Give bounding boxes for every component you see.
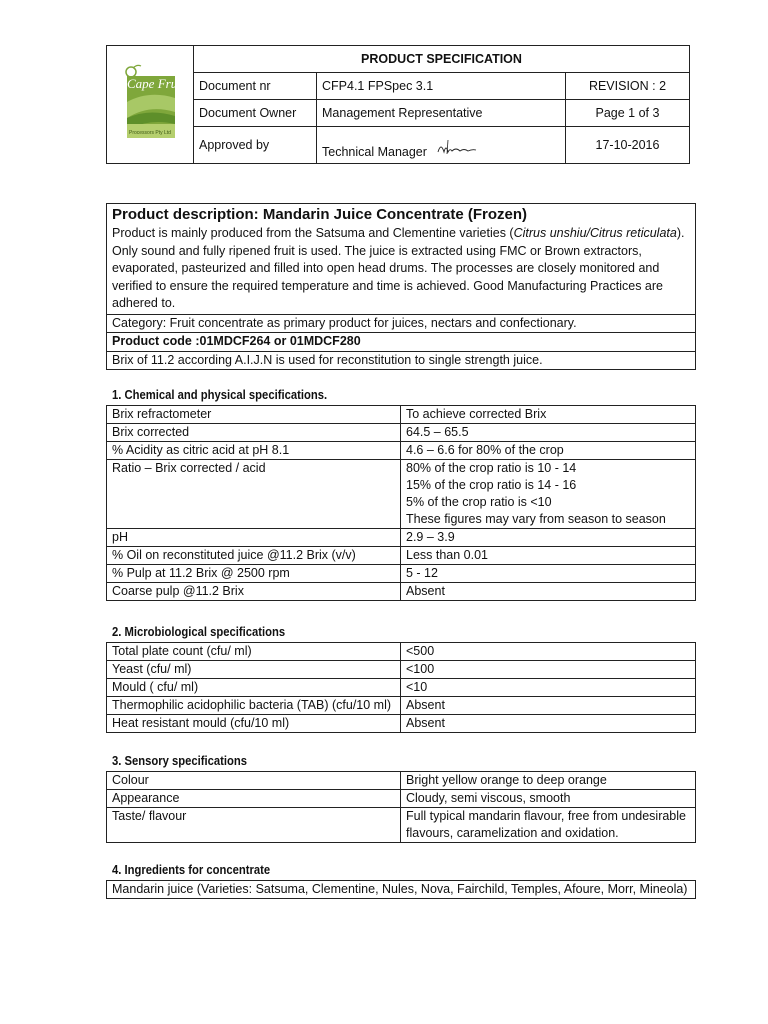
sensory-row: [107, 772, 696, 790]
spec-value: Bright yellow orange to deep orange: [401, 772, 696, 790]
section-heading-micro: 2. Microbiological specifications: [112, 625, 286, 639]
micro-row: [107, 643, 696, 661]
micro-row: [107, 715, 696, 733]
spec-value: Cloudy, semi viscous, smooth: [401, 790, 696, 808]
doc-nr-value: CFP4.1 FPSpec 3.1: [317, 73, 566, 100]
doc-nr-label: Document nr: [194, 73, 317, 100]
micro-row: [107, 697, 696, 715]
spec-parameter: % Pulp at 11.2 Brix @ 2500 rpm: [107, 565, 401, 583]
chemical-row: [107, 406, 696, 424]
svg-text:Cape Fruit: Cape Fruit: [127, 76, 181, 91]
chemical-spec-table: [106, 405, 696, 601]
approver-title: Technical Manager: [322, 145, 427, 159]
spec-parameter: Mould ( cfu/ ml): [107, 679, 401, 697]
spec-parameter: Appearance: [107, 790, 401, 808]
micro-spec-table: [106, 642, 696, 733]
svg-text:Processors Pty Ltd: Processors Pty Ltd: [129, 130, 171, 136]
spec-value: Absent: [401, 697, 696, 715]
chemical-row: [107, 424, 696, 442]
ingredients-text: Mandarin juice (Varieties: Satsuma, Clementine, Nules, Nova, Fairchild, Temples, Afoure, Morr, Mineola): [107, 881, 696, 899]
spec-value: 5 - 12: [401, 565, 696, 583]
product-code: Product code :01MDCF264 or 01MDCF280: [107, 333, 696, 352]
chemical-row: [107, 565, 696, 583]
approved-value: [317, 127, 566, 164]
owner-label: Document Owner: [194, 100, 317, 127]
page-number: Page 1 of 3: [566, 100, 690, 127]
chemical-row: [107, 442, 696, 460]
spec-parameter: Colour: [107, 772, 401, 790]
spec-value: Less than 0.01: [401, 547, 696, 565]
product-title: Product description: Mandarin Juice Concentrate (Frozen): [112, 206, 528, 223]
spec-parameter: Ratio – Brix corrected / acid: [107, 460, 401, 529]
spec-value: 2.9 – 3.9: [401, 529, 696, 547]
latin-name: Citrus unshiu/Citrus reticulata: [513, 226, 677, 240]
revision: REVISION : 2: [566, 73, 690, 100]
description-paragraph: Product is mainly produced from the Satsuma and Clementine varieties (Citrus unshiu/Citrus reticulata). Only sound and fully ripened fruit is used. The juice is extracted using FMC or Brown extractors, evaporated, pasteurized and filled into open head drums. The processes are closely monitored and verified to ensure the required temperature and time is achieved. Good Manufacturing Practices are adhered to.: [112, 226, 685, 310]
sensory-spec-table: [106, 771, 696, 843]
logo-cell: [107, 46, 194, 164]
ingredients-table: [106, 880, 696, 899]
micro-row: [107, 679, 696, 697]
sensory-row: [107, 808, 696, 843]
spec-parameter: Heat resistant mould (cfu/10 ml): [107, 715, 401, 733]
spec-parameter: % Oil on reconstituted juice @11.2 Brix (v/v): [107, 547, 401, 565]
header-row-document-nr: [107, 73, 690, 100]
spec-value: Absent: [401, 715, 696, 733]
product-description-block: [106, 203, 696, 370]
approved-label: Approved by: [194, 127, 317, 164]
section-heading-chemical: 1. Chemical and physical specifications.: [112, 388, 328, 402]
sensory-row: [107, 790, 696, 808]
category-text: Category: Fruit concentrate as primary product for juices, nectars and confectionary.: [107, 314, 696, 333]
brix-note: Brix of 11.2 according A.I.J.N is used for reconstitution to single strength juice.: [107, 351, 696, 370]
spec-value: 4.6 – 6.6 for 80% of the crop: [401, 442, 696, 460]
header-row-owner: [107, 100, 690, 127]
document-header: [106, 45, 690, 164]
document-title: PRODUCT SPECIFICATION: [194, 46, 690, 73]
spec-parameter: pH: [107, 529, 401, 547]
signature-icon: [436, 138, 480, 158]
spec-parameter: % Acidity as citric acid at pH 8.1: [107, 442, 401, 460]
spec-value: <10: [401, 679, 696, 697]
spec-parameter: Taste/ flavour: [107, 808, 401, 843]
section-heading-sensory: 3. Sensory specifications: [112, 754, 248, 768]
spec-parameter: Brix corrected: [107, 424, 401, 442]
section-heading-ingredients: 4. Ingredients for concentrate: [112, 863, 271, 877]
spec-parameter: Total plate count (cfu/ ml): [107, 643, 401, 661]
spec-value: 80% of the crop ratio is 10 - 14 15% of the crop ratio is 14 - 16 5% of the crop ratio is <10 These figures may vary from season to season: [401, 460, 696, 529]
spec-value: <500: [401, 643, 696, 661]
chemical-row: [107, 460, 696, 529]
spec-parameter: Coarse pulp @11.2 Brix: [107, 583, 401, 601]
spec-parameter: Brix refractometer: [107, 406, 401, 424]
spec-value: To achieve corrected Brix: [401, 406, 696, 424]
description-cell: [107, 204, 696, 315]
chemical-row: [107, 529, 696, 547]
chemical-row: [107, 583, 696, 601]
owner-value: Management Representative: [317, 100, 566, 127]
spec-parameter: Yeast (cfu/ ml): [107, 661, 401, 679]
header-row-approved: [107, 127, 690, 164]
chemical-row: [107, 547, 696, 565]
spec-value: Absent: [401, 583, 696, 601]
approval-date: 17-10-2016: [566, 127, 690, 164]
cape-fruit-logo: [119, 62, 181, 142]
spec-value: 64.5 – 65.5: [401, 424, 696, 442]
spec-value: Full typical mandarin flavour, free from undesirable flavours, caramelization and oxidation.: [401, 808, 696, 843]
micro-row: [107, 661, 696, 679]
spec-value: <100: [401, 661, 696, 679]
spec-parameter: Thermophilic acidophilic bacteria (TAB) (cfu/10 ml): [107, 697, 401, 715]
